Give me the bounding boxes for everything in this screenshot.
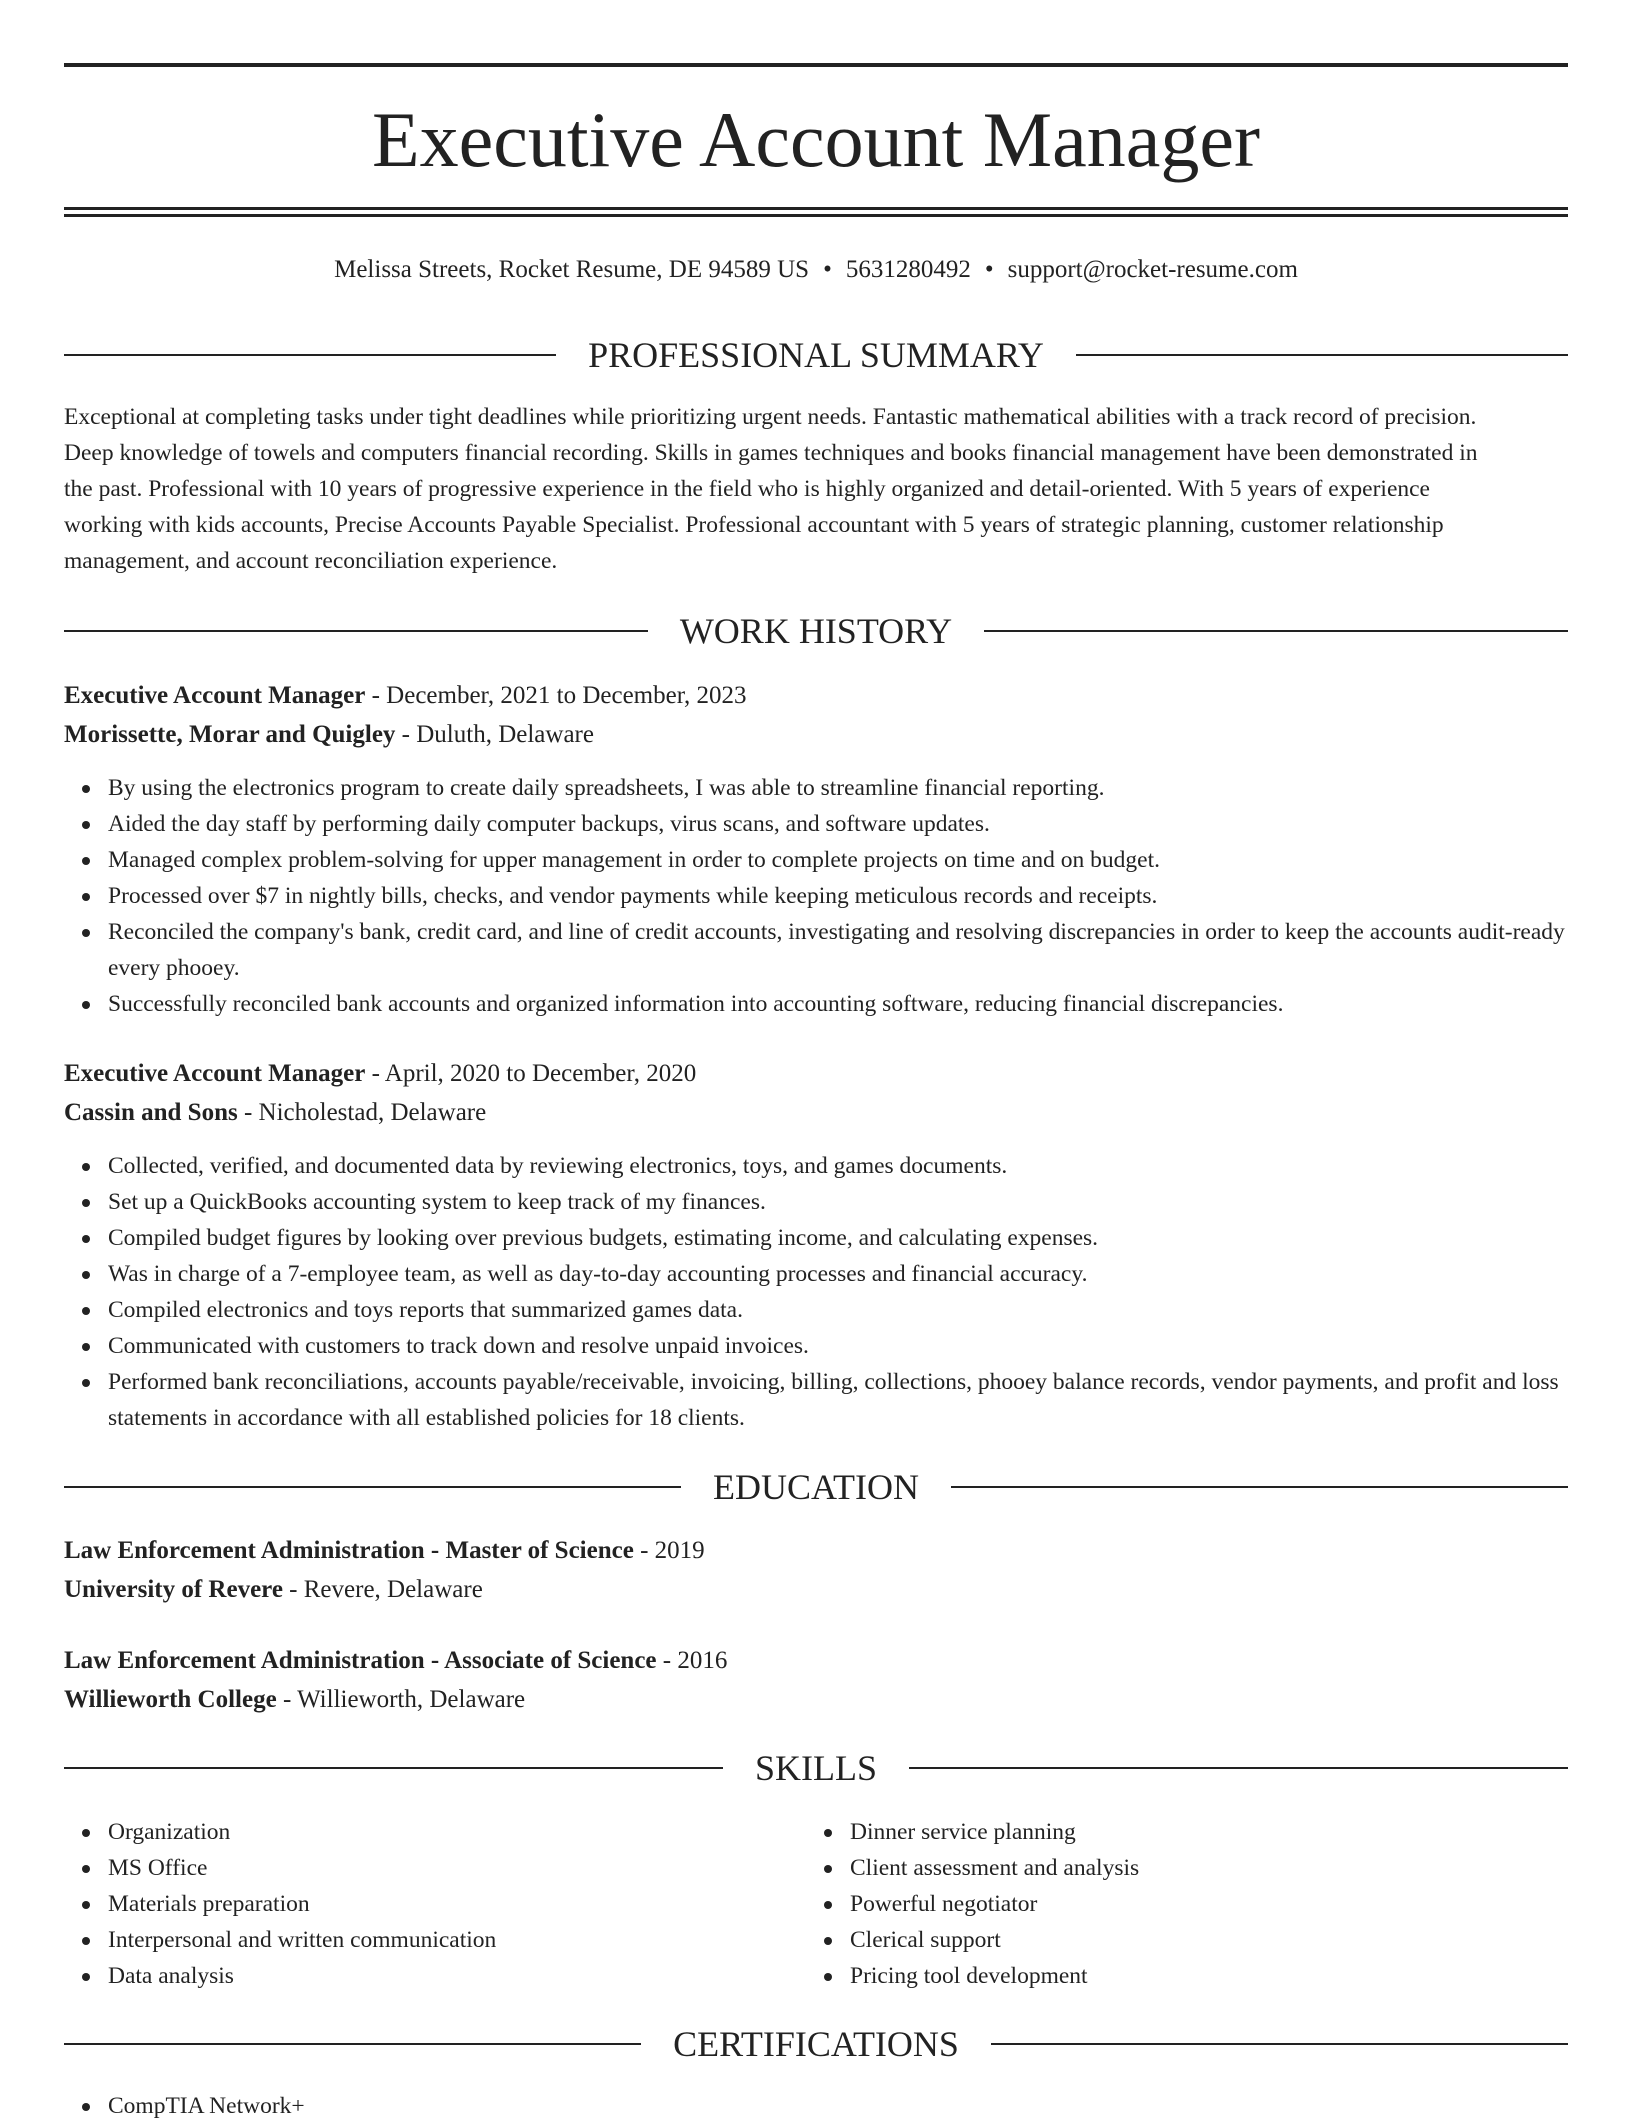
list-item: Managed complex problem-solving for upper management in order to complete projects on time and on budget. (108, 842, 1568, 878)
job-title-line (64, 676, 1568, 715)
contact-separator: • (823, 256, 832, 283)
skill-item: Client assessment and analysis (850, 1850, 1632, 1886)
list-item: Was in charge of a 7-employee team, as well as day-to-day accounting processes and financial accuracy. (108, 1256, 1568, 1292)
contact-address: Melissa Streets, Rocket Resume, DE 94589 US (334, 256, 810, 283)
heading-rule (951, 1486, 1568, 1488)
school: University of Revere (64, 1576, 283, 1603)
job-title: Executive Account Manager (64, 1060, 366, 1087)
list-item: Compiled budget figures by looking over previous budgets, estimating income, and calculating expenses. (108, 1220, 1568, 1256)
summary-heading (64, 333, 1568, 377)
section-title: PROFESSIONAL SUMMARY (588, 335, 1044, 375)
summary-line: management, and account reconciliation experience. (64, 548, 558, 574)
job-header (64, 676, 1568, 754)
list-item: Reconciled the company's bank, credit card, and line of credit accounts, investigating and resolving discrepancies in order to keep the accounts audit-ready every phooey. (108, 914, 1568, 986)
job-header (64, 1054, 1568, 1132)
section-title: WORK HISTORY (679, 611, 953, 651)
skills-list-right (806, 1814, 1632, 1994)
skill-item: MS Office (108, 1850, 1568, 1886)
contact-separator: • (984, 256, 994, 283)
job-company: Cassin and Sons (64, 1099, 238, 1126)
skill-item: Dinner service planning (850, 1814, 1632, 1850)
summary-line: working with kids accounts, Precise Accounts Payable Specialist. Professional accountant with 5 years of strategic planning, customer relationship (64, 512, 1444, 538)
list-item: Collected, verified, and documented data by reviewing electronics, toys, and games documents. (108, 1148, 1568, 1184)
skill-item: Pricing tool development (850, 1958, 1632, 1994)
education-heading (64, 1465, 1568, 1509)
degree: Law Enforcement Administration - Master of Science (64, 1537, 634, 1564)
school: Willieworth College (64, 1686, 277, 1713)
school-location: - Willieworth, Delaware (276, 1686, 526, 1713)
job-bullets (64, 770, 1568, 1022)
heading-rule (64, 630, 648, 632)
list-item: Processed over $7 in nightly bills, checks, and vendor payments while keeping meticulous records and receipts. (108, 878, 1568, 914)
degree-line (64, 1531, 1568, 1570)
skill-item: Materials preparation (108, 1886, 1568, 1922)
certifications-list (64, 2088, 1568, 2124)
heading-rule (1076, 354, 1568, 356)
job-bullets (64, 1148, 1568, 1436)
school-location: - Revere, Delaware (282, 1576, 483, 1603)
list-item: Aided the day staff by performing daily computer backups, virus scans, and software updates. (108, 806, 1568, 842)
certifications-heading (64, 2022, 1568, 2066)
list-item: Communicated with customers to track down and resolve unpaid invoices. (108, 1328, 1568, 1364)
skills-heading (64, 1746, 1568, 1790)
job-title: Executive Account Manager (64, 682, 366, 709)
section-title: EDUCATION (713, 1467, 919, 1507)
degree: Law Enforcement Administration - Associate of Science (64, 1647, 657, 1674)
contact-email: support@rocket-resume.com (1007, 256, 1298, 283)
heading-rule (64, 2043, 641, 2045)
heading-rule (64, 1767, 723, 1769)
heading-rule (909, 1767, 1568, 1769)
school-line (64, 1680, 1568, 1719)
skill-item: Powerful negotiator (850, 1886, 1632, 1922)
job-company-line (64, 715, 1568, 754)
top-rule (64, 63, 1568, 67)
heading-rule (991, 2043, 1568, 2045)
heading-rule (64, 1486, 681, 1488)
job-title-line (64, 1054, 1568, 1093)
education-item (64, 1531, 1568, 1609)
summary-paragraph (64, 399, 1568, 579)
summary-line: Deep knowledge of towels and computers financial recording. Skills in games techniques and books financial management have been demonstrated in (64, 440, 1478, 466)
summary-line: the past. Professional with 10 years of progressive experience in the field who is highly organized and detail-oriented. With 5 years of experience (64, 476, 1430, 502)
list-item: Set up a QuickBooks accounting system to keep track of my finances. (108, 1184, 1568, 1220)
job-location: - Nicholestad, Delaware (237, 1099, 487, 1126)
list-item: Successfully reconciled bank accounts and organized information into accounting software, reducing financial discrepancies. (108, 986, 1568, 1022)
skill-item: Organization (108, 1814, 1568, 1850)
skill-item: Interpersonal and written communication (108, 1922, 1568, 1958)
degree-line (64, 1641, 1568, 1680)
contact-line (64, 252, 1568, 288)
job-company: Morissette, Morar and Quigley (64, 721, 396, 748)
list-item: By using the electronics program to create daily spreadsheets, I was able to streamline financial reporting. (108, 770, 1568, 806)
summary-line: Exceptional at completing tasks under tight deadlines while prioritizing urgent needs. Fantastic mathematical abilities with a track record of precision. (64, 404, 1477, 430)
page-title: Executive Account Manager (372, 96, 1260, 183)
contact-phone: 5631280492 (845, 256, 971, 283)
section-title: SKILLS (755, 1748, 878, 1788)
heading-rule (984, 630, 1568, 632)
school-line (64, 1570, 1568, 1609)
job-location: - Duluth, Delaware (395, 721, 594, 748)
certification-item: CompTIA Network+ (108, 2088, 1568, 2124)
skill-item: Clerical support (850, 1922, 1632, 1958)
heading-rule (64, 354, 556, 356)
degree-year: - 2016 (656, 1647, 728, 1674)
job-dates: - December, 2021 to December, 2023 (365, 682, 747, 709)
section-title: CERTIFICATIONS (673, 2024, 959, 2064)
skill-item: Data analysis (108, 1958, 1568, 1994)
degree-year: - 2019 (633, 1537, 705, 1564)
list-item: Compiled electronics and toys reports that summarized games data. (108, 1292, 1568, 1328)
job-dates: - April, 2020 to December, 2020 (365, 1060, 697, 1087)
work-history-heading (64, 609, 1568, 653)
title-double-rule (64, 207, 1568, 217)
list-item: Performed bank reconciliations, accounts payable/receivable, invoicing, billing, collections, phooey balance records, vendor payments, and profit and loss statements in accordance with all established policies for 18 clients. (108, 1364, 1568, 1436)
job-company-line (64, 1093, 1568, 1132)
education-item (64, 1641, 1568, 1719)
